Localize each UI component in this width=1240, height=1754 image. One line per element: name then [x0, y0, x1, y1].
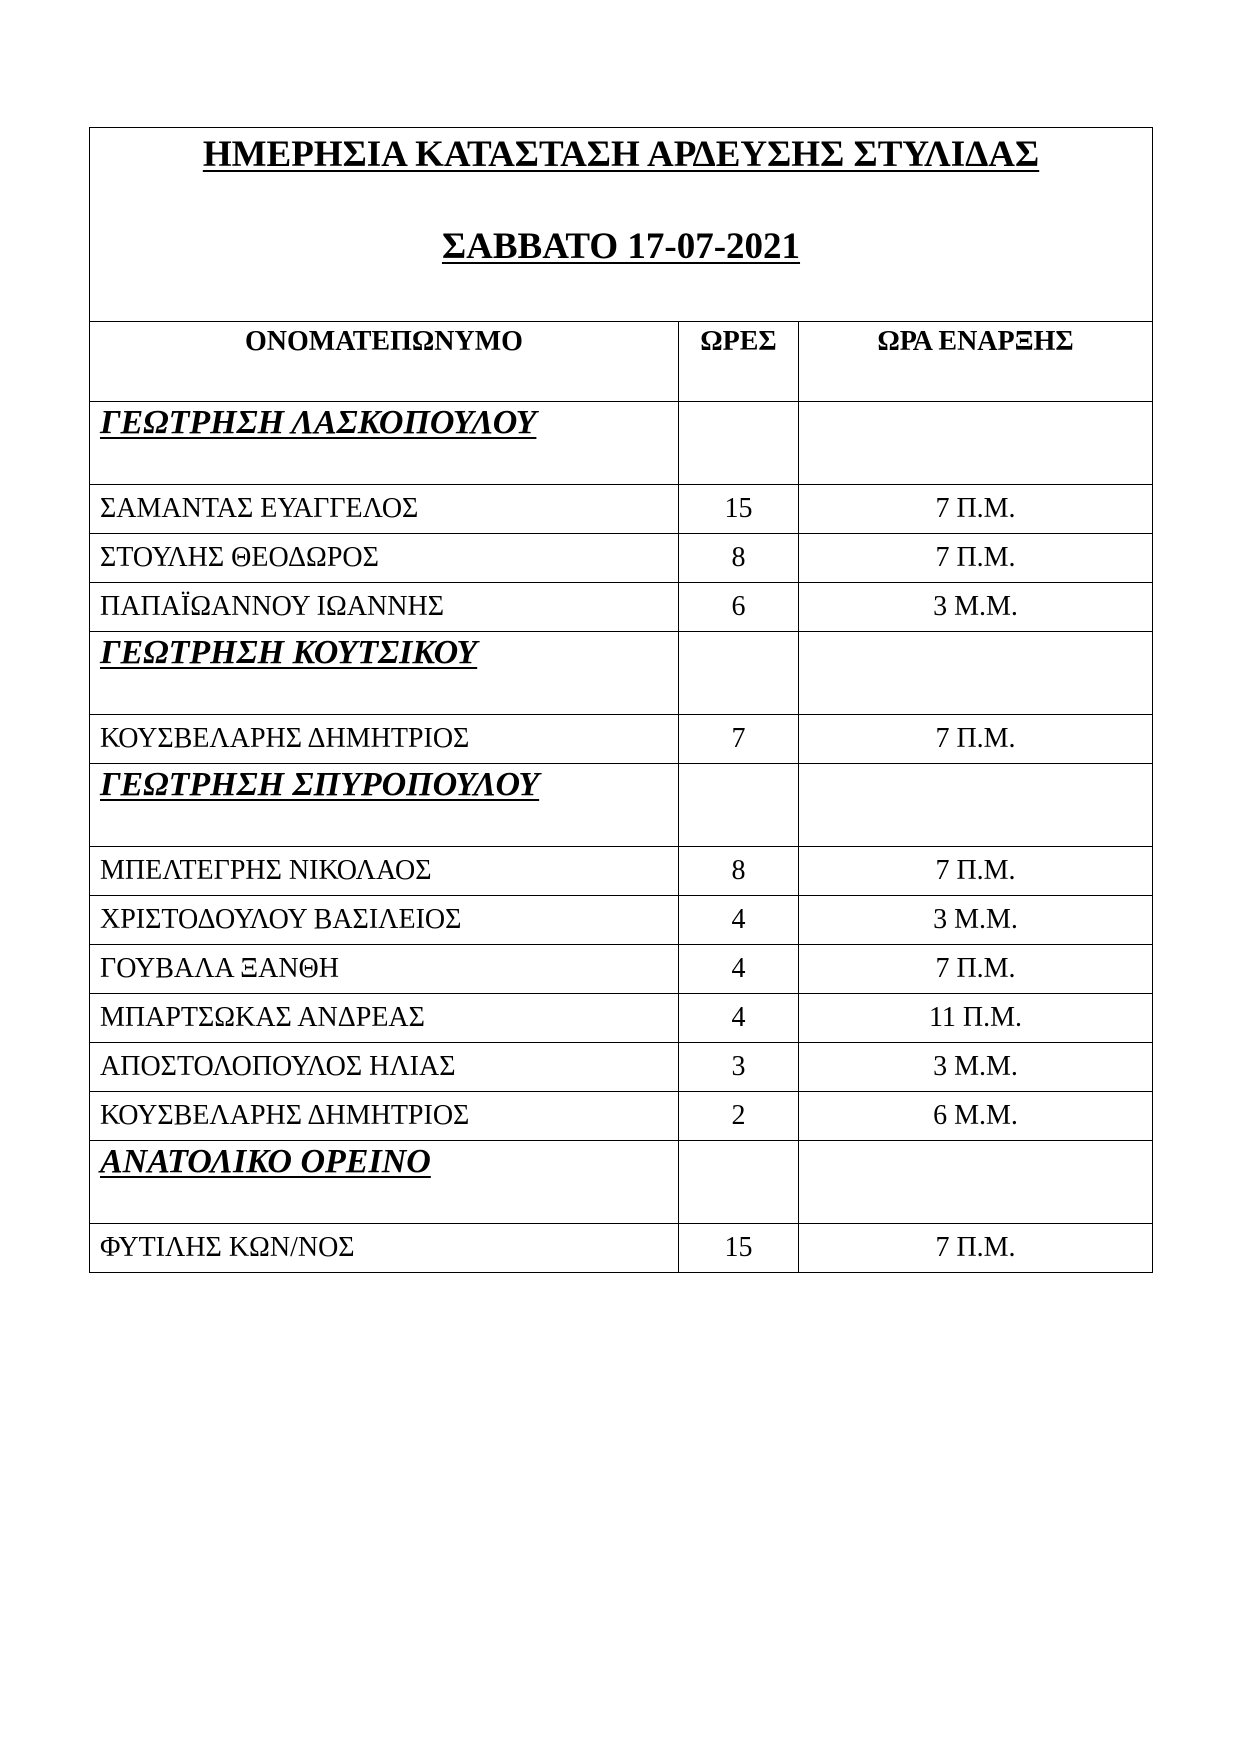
- section-empty-start-cell: [799, 1141, 1153, 1224]
- table-row: [90, 1043, 1153, 1092]
- section-empty-hours-cell: [679, 402, 799, 485]
- table-row: [90, 896, 1153, 945]
- start-time: 7 Π.Μ.: [799, 847, 1153, 896]
- table-row: [90, 534, 1153, 583]
- title-row: [90, 128, 1153, 322]
- start-time: 3 Μ.Μ.: [799, 1043, 1153, 1092]
- irrigation-hours: 8: [679, 847, 799, 896]
- section-header-row: [90, 1141, 1153, 1224]
- irrigation-hours: 15: [679, 485, 799, 534]
- section-empty-start-cell: [799, 632, 1153, 715]
- start-time: 7 Π.Μ.: [799, 1224, 1153, 1273]
- person-name: ΣΤΟΥΛΗΣ ΘΕΟΔΩΡΟΣ: [90, 534, 679, 583]
- section-header-row: [90, 402, 1153, 485]
- start-time: 7 Π.Μ.: [799, 715, 1153, 764]
- document-title: ΗΜΕΡΗΣΙΑ ΚΑΤΑΣΤΑΣΗ ΑΡΔΕΥΣΗΣ ΣΤΥΛΙΔΑΣ: [202, 134, 1040, 175]
- start-time: 3 Μ.Μ.: [799, 583, 1153, 632]
- section-title-cell: [90, 402, 679, 485]
- section-empty-start-cell: [799, 764, 1153, 847]
- person-name: ΠΑΠΑΪΩΑΝΝΟΥ ΙΩΑΝΝΗΣ: [90, 583, 679, 632]
- start-time: 6 Μ.Μ.: [799, 1092, 1153, 1141]
- person-name: ΑΠΟΣΤΟΛΟΠΟΥΛΟΣ ΗΛΙΑΣ: [90, 1043, 679, 1092]
- column-header-hours: ΩΡΕΣ: [679, 322, 799, 402]
- column-header-start-time: ΩΡΑ ΕΝΑΡΞΗΣ: [799, 322, 1153, 402]
- section-empty-hours-cell: [679, 1141, 799, 1224]
- section-header-row: [90, 764, 1153, 847]
- document-date: ΣΑΒΒΑΤΟ 17-07-2021: [441, 226, 801, 267]
- table-row: [90, 715, 1153, 764]
- irrigation-hours: 15: [679, 1224, 799, 1273]
- section-title: ΓΕΩΤΡΗΣΗ ΚΟΥΤΣΙΚΟΥ: [100, 634, 478, 671]
- start-time: 11 Π.Μ.: [799, 994, 1153, 1043]
- irrigation-hours: 4: [679, 896, 799, 945]
- irrigation-hours: 6: [679, 583, 799, 632]
- section-title-cell: [90, 632, 679, 715]
- person-name: ΜΠΕΛΤΕΓΡΗΣ ΝΙΚΟΛΑΟΣ: [90, 847, 679, 896]
- table-row: [90, 945, 1153, 994]
- person-name: ΓΟΥΒΑΛΑ ΞΑΝΘΗ: [90, 945, 679, 994]
- table-body: [90, 128, 1153, 1273]
- irrigation-hours: 8: [679, 534, 799, 583]
- person-name: ΦΥΤΙΛΗΣ ΚΩΝ/ΝΟΣ: [90, 1224, 679, 1273]
- section-title: ΓΕΩΤΡΗΣΗ ΣΠΥΡΟΠΟΥΛΟΥ: [100, 766, 540, 803]
- column-header-row: [90, 322, 1153, 402]
- person-name: ΜΠΑΡΤΣΩΚΑΣ ΑΝΔΡΕΑΣ: [90, 994, 679, 1043]
- section-title-cell: [90, 1141, 679, 1224]
- person-name: ΚΟΥΣΒΕΛΑΡΗΣ ΔΗΜΗΤΡΙΟΣ: [90, 1092, 679, 1141]
- irrigation-hours: 4: [679, 994, 799, 1043]
- start-time: 7 Π.Μ.: [799, 534, 1153, 583]
- section-title-cell: [90, 764, 679, 847]
- irrigation-hours: 7: [679, 715, 799, 764]
- start-time: 7 Π.Μ.: [799, 485, 1153, 534]
- table-row: [90, 583, 1153, 632]
- person-name: ΣΑΜΑΝΤΑΣ ΕΥΑΓΓΕΛΟΣ: [90, 485, 679, 534]
- section-title: ΑΝΑΤΟΛΙΚΟ ΟΡΕΙΝΟ: [100, 1143, 431, 1180]
- section-empty-hours-cell: [679, 764, 799, 847]
- table-row: [90, 1092, 1153, 1141]
- irrigation-schedule-table: [89, 127, 1153, 1273]
- start-time: 3 Μ.Μ.: [799, 896, 1153, 945]
- section-empty-start-cell: [799, 402, 1153, 485]
- table-row: [90, 1224, 1153, 1273]
- table-row: [90, 485, 1153, 534]
- person-name: ΧΡΙΣΤΟΔΟΥΛΟΥ ΒΑΣΙΛΕΙΟΣ: [90, 896, 679, 945]
- table-row: [90, 847, 1153, 896]
- start-time: 7 Π.Μ.: [799, 945, 1153, 994]
- person-name: ΚΟΥΣΒΕΛΑΡΗΣ ΔΗΜΗΤΡΙΟΣ: [90, 715, 679, 764]
- table-row: [90, 994, 1153, 1043]
- column-header-name: ΟΝΟΜΑΤΕΠΩΝΥΜΟ: [90, 322, 679, 402]
- section-empty-hours-cell: [679, 632, 799, 715]
- title-cell: [90, 128, 1153, 322]
- section-title: ΓΕΩΤΡΗΣΗ ΛΑΣΚΟΠΟΥΛΟΥ: [100, 404, 537, 441]
- section-header-row: [90, 632, 1153, 715]
- irrigation-hours: 2: [679, 1092, 799, 1141]
- irrigation-hours: 4: [679, 945, 799, 994]
- irrigation-hours: 3: [679, 1043, 799, 1092]
